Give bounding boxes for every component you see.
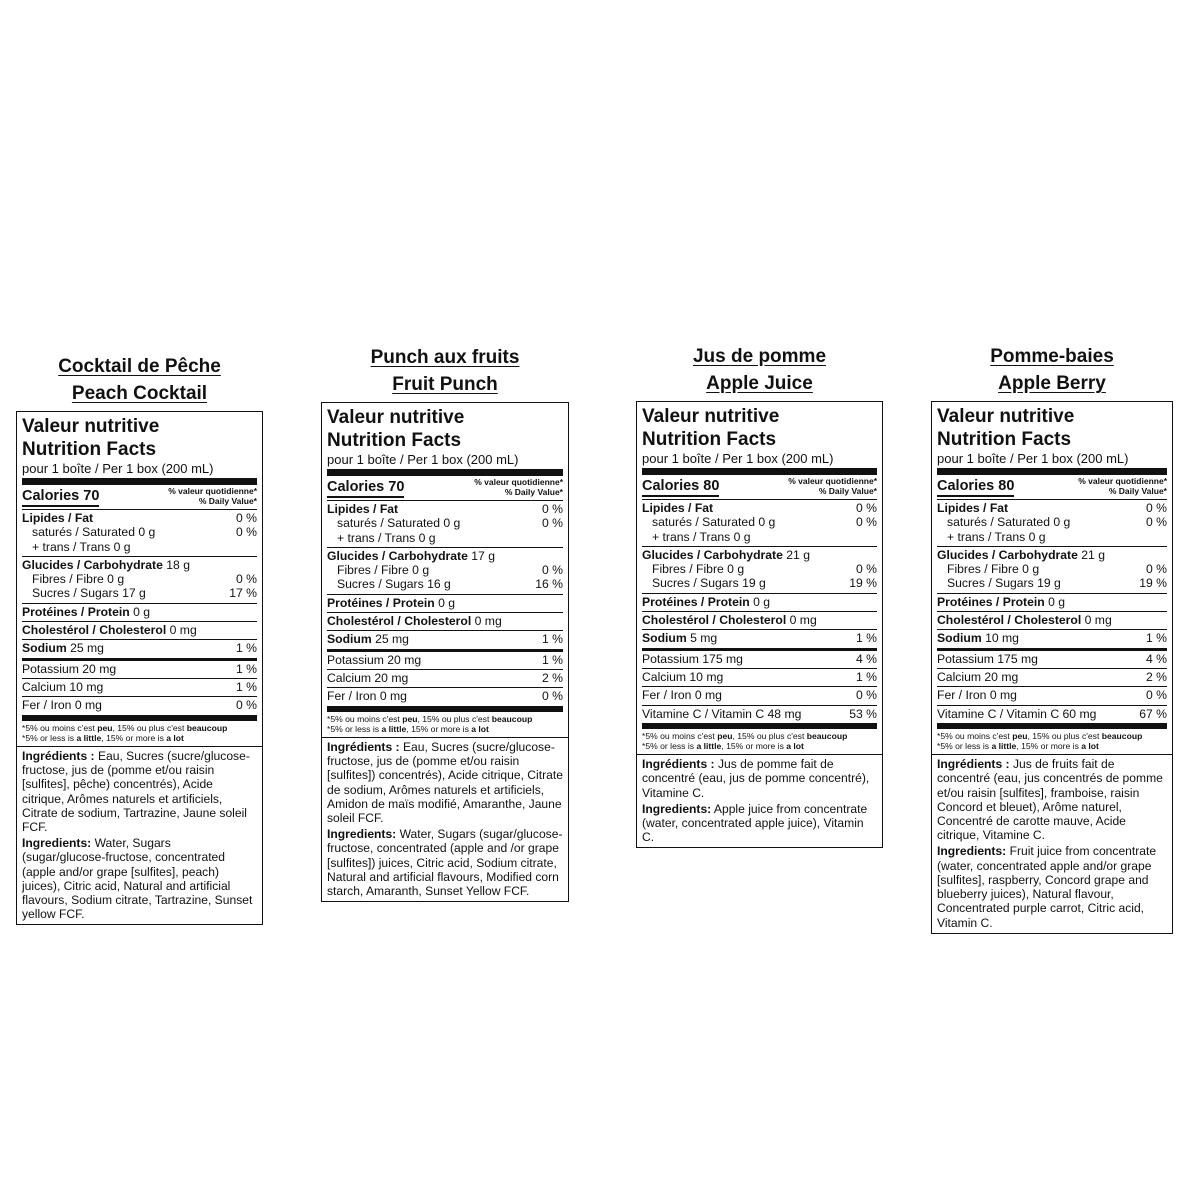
cholesterol-value: 0 mg	[169, 623, 197, 638]
sodium-pct: 1 %	[1145, 631, 1167, 646]
title-fr: Valeur nutritive	[642, 406, 780, 427]
cholesterol-label: Cholestérol / Cholesterol	[642, 613, 787, 628]
daily-value-footnote	[17, 721, 262, 747]
mineral-pct: 1 %	[541, 652, 563, 667]
ingredients-text-en: Apple juice from concentrate (water, concentrated apple juice), Vitamin C.	[642, 801, 868, 845]
carb-label: Glucides / Carbohydrate	[642, 547, 783, 562]
product-name-en: Peach Cocktail	[71, 383, 208, 404]
mineral-pct: 0 %	[235, 698, 257, 713]
ingredients-label-fr: Ingrédients :	[642, 757, 715, 772]
product-name-fr: Jus de pomme	[692, 346, 827, 367]
fat-group	[22, 510, 257, 557]
label-column-peach-cocktail	[16, 353, 263, 925]
sodium-label: Sodium	[327, 632, 372, 647]
mineral-label: Potassium 20 mg	[327, 652, 422, 667]
trans-label: + trans / Trans 0 g	[337, 530, 436, 545]
daily-value-en: % Daily Value*	[504, 486, 563, 497]
footnote-emphasis: beaucoup	[806, 730, 848, 741]
ingredients-label-en: Ingredients:	[642, 801, 712, 816]
mineral-label: Fer / Iron 0 mg	[327, 689, 407, 704]
mineral-row	[327, 652, 563, 670]
ingredients-fr	[937, 755, 1167, 842]
fibre-pct: 0 %	[855, 562, 877, 577]
cholesterol-value: 0 mg	[1084, 613, 1112, 628]
mineral-row	[937, 669, 1167, 687]
protein-label: Protéines / Protein	[642, 594, 750, 609]
mineral-label: Calcium 10 mg	[642, 669, 724, 684]
calories: Calories 70	[327, 478, 404, 498]
fibre-pct: 0 %	[1145, 562, 1167, 577]
ingredients-text-fr: Eau, Sucres (sucre/glucose-fructose, jus de (pomme et/ou raisin [sulfites], pêche) concentrés), Acide citrique, Arômes naturels et artificiels, Citrate de sodium, Tartrazine, Jaune soleil FCF.	[22, 748, 250, 834]
footnote-emphasis: a little	[76, 732, 102, 743]
protein-row	[327, 595, 563, 613]
nutrition-facts-panel	[16, 411, 263, 925]
mineral-pct: 4 %	[855, 651, 877, 666]
sodium-pct: 1 %	[855, 631, 877, 646]
ingredients-en	[642, 800, 877, 845]
mineral-row	[22, 679, 257, 697]
sat-trans-pct: 0 %	[855, 515, 877, 530]
sat-trans-pct: 0 %	[1145, 515, 1167, 530]
ingredients-text-fr: Jus de pomme fait de concentré (eau, jus de pomme concentré), Vitamine C.	[642, 757, 870, 800]
footnote-text: , 15% or more is	[721, 741, 787, 752]
daily-value-fr: % valeur quotidienne*	[474, 477, 563, 487]
mineral-label: Calcium 20 mg	[327, 670, 409, 685]
calories-row	[937, 475, 1167, 500]
carbohydrate-group	[22, 557, 257, 604]
title-en: Nutrition Facts	[22, 439, 157, 460]
carbohydrate-group	[642, 547, 877, 594]
cholesterol-value: 0 mg	[789, 613, 817, 628]
footnote-emphasis: a lot	[471, 723, 489, 734]
footnote-emphasis: a little	[381, 723, 407, 734]
sugars-label: Sucres / Sugars 17 g	[32, 586, 146, 601]
mineral-label: Calcium 10 mg	[22, 679, 104, 694]
product-name-en: Apple Juice	[706, 373, 813, 394]
sat-trans-pct: 0 %	[235, 525, 257, 540]
calories: Calories 70	[22, 487, 99, 507]
sodium-pct: 1 %	[541, 632, 563, 647]
mineral-row	[642, 687, 877, 705]
footnote-emphasis: a lot	[1081, 741, 1099, 752]
cholesterol-row	[642, 612, 877, 630]
sodium-label: Sodium	[642, 631, 687, 646]
fat-pct: 0 %	[1145, 501, 1167, 515]
fat-group	[937, 500, 1167, 547]
fat-group	[327, 501, 563, 548]
footnote-text: *5% ou moins c'est	[327, 713, 403, 724]
footnote-emphasis: beaucoup	[491, 713, 533, 724]
protein-value: 0 g	[133, 604, 151, 619]
footnote-emphasis: beaucoup	[1101, 730, 1143, 741]
ingredients-en	[22, 834, 257, 921]
daily-value-en: % Daily Value*	[1108, 485, 1167, 496]
calories-row	[642, 475, 877, 500]
vitamin-label: Vitamine C / Vitamin C 48 mg	[642, 706, 802, 721]
footnote-text: , 15% ou plus c'est	[112, 722, 187, 733]
fat-group	[642, 500, 877, 547]
calories: Calories 80	[937, 477, 1014, 497]
footnote-emphasis: a little	[696, 741, 722, 752]
product-name-fr: Cocktail de Pêche	[58, 356, 221, 377]
vitamin-pct: 53 %	[849, 706, 877, 721]
protein-row	[22, 604, 257, 622]
product-name-en: Fruit Punch	[392, 374, 498, 395]
mineral-row	[937, 651, 1167, 669]
fibre-label: Fibres / Fibre 0 g	[947, 562, 1040, 577]
fibre-label: Fibres / Fibre 0 g	[337, 563, 430, 578]
footnote-text: , 15% or more is	[406, 723, 472, 734]
sodium-value: 5 mg	[690, 631, 718, 646]
mineral-pct: 0 %	[541, 689, 563, 704]
footnote-emphasis: peu	[97, 722, 113, 733]
fibre-pct: 0 %	[541, 563, 563, 578]
sugars-pct: 19 %	[1139, 576, 1167, 591]
mineral-row	[642, 651, 877, 669]
ingredients-label-fr: Ingrédients :	[937, 757, 1010, 772]
daily-value-header	[474, 478, 563, 497]
footnote-emphasis: peu	[1012, 730, 1028, 741]
sodium-label: Sodium	[937, 631, 982, 646]
protein-label: Protéines / Protein	[937, 594, 1045, 609]
daily-value-footnote	[932, 729, 1172, 755]
ingredients-text-en: Fruit juice from concentrate (water, concentrated apple and/or grape [sulfites], raspberry, Concord grape and blueberry juices), Natural flavour, Concentrated purple carrot, Citric acid, Vitamin C.	[937, 844, 1157, 930]
trans-label: + trans / Trans 0 g	[947, 529, 1046, 544]
calories-row	[22, 485, 257, 510]
daily-value-fr: % valeur quotidienne*	[1078, 476, 1167, 486]
sugars-label: Sucres / Sugars 19 g	[947, 576, 1061, 591]
ingredients-label-en: Ingredients:	[937, 844, 1007, 859]
nutrition-facts-panel	[931, 401, 1173, 934]
fibre-pct: 0 %	[235, 572, 257, 587]
label-column-apple-berry	[931, 343, 1173, 934]
protein-label: Protéines / Protein	[327, 595, 435, 610]
footnote-text: , 15% ou plus c'est	[417, 713, 492, 724]
title-fr: Valeur nutritive	[22, 416, 160, 437]
footnote-emphasis: a lot	[786, 741, 804, 752]
serving-size: pour 1 boîte / Per 1 box (200 mL)	[642, 451, 877, 475]
sugars-label: Sucres / Sugars 16 g	[337, 577, 451, 592]
mineral-label: Fer / Iron 0 mg	[937, 688, 1017, 703]
vitamin-label: Vitamine C / Vitamin C 60 mg	[937, 706, 1097, 721]
label-column-apple-juice	[636, 343, 883, 848]
ingredients-text-fr: Jus de fruits fait de concentré (eau, jus concentrés de pomme et/ou raisin [sulfites], framboise, raisin Concord et bleuet), Arôme naturel, Concentré de carotte mauve, Acide citrique, Vitamine C.	[937, 757, 1163, 843]
title-fr: Valeur nutritive	[937, 406, 1075, 427]
fibre-label: Fibres / Fibre 0 g	[32, 572, 125, 587]
carbohydrate-group	[937, 547, 1167, 594]
sodium-value: 25 mg	[70, 641, 104, 656]
ingredients-fr	[22, 747, 257, 834]
saturated-label: saturés / Saturated 0 g	[32, 525, 156, 540]
footnote-text: *5% or less is	[327, 723, 382, 734]
fat-pct: 0 %	[855, 501, 877, 515]
sodium-label: Sodium	[22, 641, 67, 656]
protein-row	[937, 594, 1167, 612]
ingredients-label-fr: Ingrédients :	[22, 748, 95, 763]
footnote-text: *5% or less is	[22, 732, 77, 743]
mineral-label: Potassium 175 mg	[642, 651, 743, 666]
product-name-fr: Punch aux fruits	[370, 347, 520, 368]
sugars-pct: 17 %	[229, 586, 257, 601]
ingredients-text-en: Water, Sugars (sugar/glucose-fructose, concentrated (apple and /or grape [sulfites]) juices, Citric acid, Sodium citrate, Natural and artificial flavours, Modified corn starch, Amaranth, Sunset Yellow FCF.	[327, 827, 563, 898]
serving-size: pour 1 boîte / Per 1 box (200 mL)	[22, 461, 257, 485]
vitamin-row	[937, 706, 1167, 729]
mineral-pct: 0 %	[1145, 688, 1167, 703]
carb-label: Glucides / Carbohydrate	[22, 557, 163, 572]
footnote-emphasis: a little	[991, 741, 1017, 752]
mineral-pct: 4 %	[1145, 651, 1167, 666]
serving-size: pour 1 boîte / Per 1 box (200 mL)	[937, 451, 1167, 475]
cholesterol-row	[327, 613, 563, 631]
sugars-label: Sucres / Sugars 19 g	[652, 576, 766, 591]
cholesterol-row	[937, 612, 1167, 630]
protein-value: 0 g	[753, 594, 771, 609]
mineral-label: Potassium 20 mg	[22, 661, 117, 676]
daily-value-fr: % valeur quotidienne*	[168, 486, 257, 496]
title-en: Nutrition Facts	[327, 430, 462, 451]
nutrition-facts-panel	[321, 402, 569, 902]
saturated-label: saturés / Saturated 0 g	[337, 516, 461, 531]
cholesterol-value: 0 mg	[474, 614, 502, 629]
sugars-pct: 19 %	[849, 576, 877, 591]
vitamin-row	[642, 706, 877, 729]
title-en: Nutrition Facts	[642, 429, 777, 450]
footnote-text: *5% ou moins c'est	[22, 722, 98, 733]
ingredients-label-en: Ingredients:	[327, 827, 397, 842]
mineral-pct: 0 %	[855, 688, 877, 703]
footnote-text: , 15% or more is	[1016, 741, 1082, 752]
carb-value: 21 g	[786, 547, 810, 562]
ingredients-label-en: Ingredients:	[22, 836, 92, 851]
daily-value-header	[788, 477, 877, 496]
footnote-emphasis: a lot	[166, 732, 184, 743]
protein-value: 0 g	[1048, 594, 1066, 609]
mineral-row	[22, 661, 257, 679]
mineral-pct: 2 %	[541, 670, 563, 685]
carb-value: 18 g	[166, 557, 190, 572]
calories: Calories 80	[642, 477, 719, 497]
product-name-fr: Pomme-baies	[990, 346, 1114, 367]
cholesterol-row	[22, 622, 257, 640]
footnote-emphasis: peu	[402, 713, 418, 724]
carb-label: Glucides / Carbohydrate	[937, 547, 1078, 562]
sodium-value: 10 mg	[985, 631, 1019, 646]
title-en: Nutrition Facts	[937, 429, 1072, 450]
fat-pct: 0 %	[541, 502, 563, 516]
footnote-text: *5% or less is	[937, 741, 992, 752]
daily-value-en: % Daily Value*	[198, 495, 257, 506]
ingredients-fr	[642, 755, 877, 800]
footnote-text: *5% or less is	[642, 741, 697, 752]
ingredients-label-fr: Ingrédients :	[327, 739, 400, 754]
mineral-pct: 2 %	[1145, 669, 1167, 684]
fat-label: Lipides / Fat	[642, 501, 714, 515]
daily-value-header	[168, 487, 257, 506]
mineral-pct: 1 %	[855, 669, 877, 684]
daily-value-footnote	[322, 712, 568, 738]
footnote-text: , 15% ou plus c'est	[1027, 730, 1102, 741]
carb-value: 21 g	[1081, 547, 1105, 562]
daily-value-fr: % valeur quotidienne*	[788, 476, 877, 486]
fat-pct: 0 %	[235, 511, 257, 525]
daily-value-en: % Daily Value*	[818, 485, 877, 496]
vitamin-pct: 67 %	[1139, 706, 1167, 721]
mineral-row	[22, 697, 257, 720]
calories-row	[327, 476, 563, 501]
ingredients-text-en: Water, Sugars (sugar/glucose-fructose, concentrated (apple and/or grape [sulfites], peach) juices), Citric acid, Natural and artificial flavours, Sodium citrate, Tartrazine, Sunset yellow FCF.	[22, 836, 253, 922]
footnote-text: *5% ou moins c'est	[937, 730, 1013, 741]
fat-label: Lipides / Fat	[22, 511, 94, 525]
mineral-row	[327, 688, 563, 711]
product-name-en: Apple Berry	[998, 373, 1106, 394]
daily-value-header	[1078, 477, 1167, 496]
carb-value: 17 g	[471, 548, 495, 563]
ingredients-en	[937, 842, 1167, 929]
sodium-row	[937, 630, 1167, 650]
carbohydrate-group	[327, 548, 563, 595]
mineral-label: Fer / Iron 0 mg	[642, 688, 722, 703]
sugars-pct: 16 %	[535, 577, 563, 592]
ingredients-en	[327, 825, 563, 898]
fat-label: Lipides / Fat	[327, 502, 399, 516]
protein-value: 0 g	[438, 595, 456, 610]
sodium-pct: 1 %	[235, 641, 257, 656]
sodium-row	[22, 640, 257, 660]
fibre-label: Fibres / Fibre 0 g	[652, 562, 745, 577]
mineral-label: Potassium 175 mg	[937, 651, 1038, 666]
sodium-row	[327, 631, 563, 651]
cholesterol-label: Cholestérol / Cholesterol	[327, 614, 472, 629]
protein-row	[642, 594, 877, 612]
ingredients-fr	[327, 738, 563, 825]
saturated-label: saturés / Saturated 0 g	[947, 515, 1071, 530]
protein-label: Protéines / Protein	[22, 604, 130, 619]
fat-label: Lipides / Fat	[937, 501, 1009, 515]
saturated-label: saturés / Saturated 0 g	[652, 515, 776, 530]
mineral-label: Calcium 20 mg	[937, 669, 1019, 684]
trans-label: + trans / Trans 0 g	[652, 529, 751, 544]
daily-value-footnote	[637, 729, 882, 755]
footnote-emphasis: peu	[717, 730, 733, 741]
label-column-fruit-punch	[321, 344, 569, 902]
sodium-value: 25 mg	[375, 632, 409, 647]
trans-label: + trans / Trans 0 g	[32, 539, 131, 554]
cholesterol-label: Cholestérol / Cholesterol	[937, 613, 1082, 628]
mineral-pct: 1 %	[235, 661, 257, 676]
cholesterol-label: Cholestérol / Cholesterol	[22, 623, 167, 638]
footnote-text: , 15% or more is	[101, 732, 167, 743]
sodium-row	[642, 630, 877, 650]
footnote-text: *5% ou moins c'est	[642, 730, 718, 741]
title-fr: Valeur nutritive	[327, 407, 465, 428]
sat-trans-pct: 0 %	[541, 516, 563, 531]
mineral-row	[327, 670, 563, 688]
nutrition-facts-panel	[636, 401, 883, 848]
serving-size: pour 1 boîte / Per 1 box (200 mL)	[327, 452, 563, 476]
mineral-row	[937, 687, 1167, 705]
ingredients-text-fr: Eau, Sucres (sucre/glucose-fructose, jus de (pomme et/ou raisin [sulfites]) concentrés), Acide citrique, Citrate de sodium, Arômes naturels et artificiels, Amidon de maïs modifié, Amaranthe, Jaune soleil FCF.	[327, 739, 563, 825]
footnote-text: , 15% ou plus c'est	[732, 730, 807, 741]
footnote-emphasis: beaucoup	[186, 722, 228, 733]
mineral-pct: 1 %	[235, 679, 257, 694]
carb-label: Glucides / Carbohydrate	[327, 548, 468, 563]
mineral-label: Fer / Iron 0 mg	[22, 698, 102, 713]
mineral-row	[642, 669, 877, 687]
